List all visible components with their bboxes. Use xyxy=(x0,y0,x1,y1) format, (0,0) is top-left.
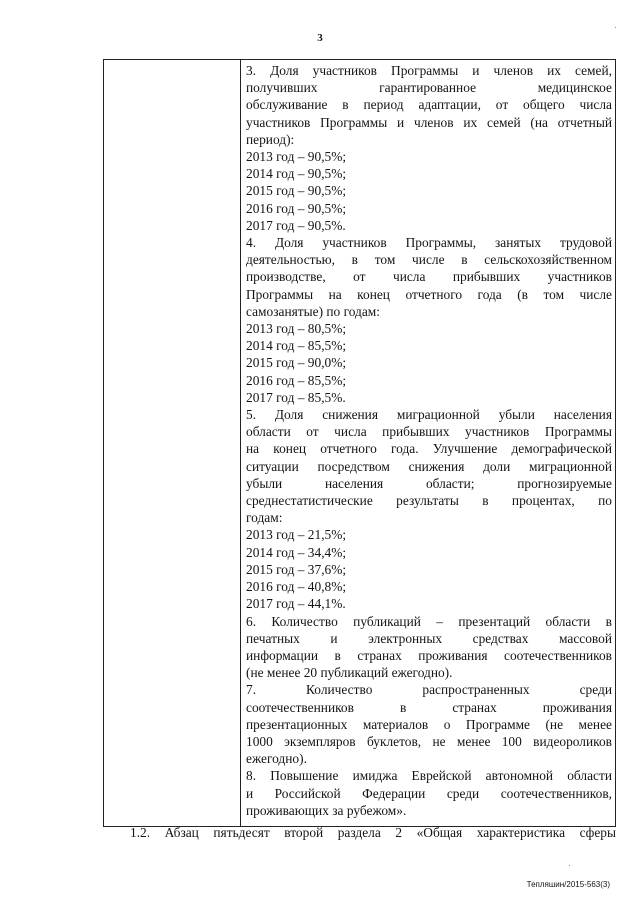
text-line: на конец отчетного года. Улучшение демографической xyxy=(246,441,612,457)
text-line: 8. Повышение имиджа Еврейской автономной области xyxy=(246,768,612,784)
text-line: 2017 год – 44,1%. xyxy=(246,596,346,612)
text-line: информации в странах проживания соотечественников xyxy=(246,647,612,663)
text-line: и Российской Федерации среди соотечественников, xyxy=(246,785,612,801)
text-line: 6. Количество публикаций – презентаций области в xyxy=(246,613,612,629)
text-line: 2013 год – 90,5%; xyxy=(246,149,347,165)
text-line: среднестатистические результаты в процентах, по xyxy=(246,493,612,509)
text-line: Программы на конец отчетного года (в том числе xyxy=(246,286,612,302)
text-line: 2017 год – 90,5%. xyxy=(246,217,346,233)
page-number: 3 xyxy=(317,32,323,44)
amendment-paragraph: 1.2. Абзац пятьдесят второй раздела 2 «Общая характеристика сферы xyxy=(130,825,616,840)
text-line: самозанятые) по годам: xyxy=(246,303,381,319)
text-line: 5. Доля снижения миграционной убыли населения xyxy=(246,407,612,423)
document-table xyxy=(103,59,616,827)
text-line: 2014 год – 85,5%; xyxy=(246,338,347,354)
text-line: деятельностью, в том числе в сельскохозяйственном xyxy=(246,252,612,268)
table-right-cell xyxy=(246,62,612,819)
text-line: 2015 год – 37,6%; xyxy=(246,561,347,577)
text-line: период): xyxy=(246,131,295,147)
text-line: печатных и электронных средствах массовой xyxy=(246,630,612,646)
scan-mark-icon: · xyxy=(614,22,617,32)
text-line: области от числа прибывших участников Программы xyxy=(246,424,612,440)
text-line: 2016 год – 40,8%; xyxy=(246,579,347,595)
text-line: 2015 год – 90,5%; xyxy=(246,183,347,199)
document-code: Тепляшин/2015-563(3) xyxy=(526,880,610,889)
text-line: 7. Количество распространенных среди xyxy=(246,682,612,698)
text-line: 2013 год – 80,5%; xyxy=(246,321,347,337)
text-line: презентационных материалов о Программе (не менее xyxy=(246,716,612,732)
scan-mark-icon: · xyxy=(568,860,571,870)
text-line: ежегодно). xyxy=(246,751,307,767)
text-line: 2014 год – 34,4%; xyxy=(246,544,347,560)
text-line: 2014 год – 90,5%; xyxy=(246,166,347,182)
text-line: обслуживание в период адаптации, от общего числа xyxy=(246,97,612,113)
text-line: 2016 год – 90,5%; xyxy=(246,200,347,216)
text-line: ситуации посредством снижения доли миграционной xyxy=(246,458,612,474)
text-line: 2016 год – 85,5%; xyxy=(246,372,347,388)
text-line: 2015 год – 90,0%; xyxy=(246,355,347,371)
text-line: получивших гарантированное медицинское xyxy=(246,80,612,96)
text-line: 2017 год – 85,5%. xyxy=(246,389,346,405)
text-line: соотечественников в странах проживания xyxy=(246,699,612,715)
text-line: 1000 экземпляров буклетов, не менее 100 видеороликов xyxy=(246,733,612,749)
text-line: 4. Доля участников Программы, занятых трудовой xyxy=(246,235,612,251)
text-line: годам: xyxy=(246,510,283,526)
text-line: участников Программы и членов их семей (на отчетный xyxy=(246,114,612,130)
text-line: производстве, от числа прибывших участников xyxy=(246,269,612,285)
text-line: (не менее 20 публикаций ежегодно). xyxy=(246,665,453,681)
text-line: 3. Доля участников Программы и членов их семей, xyxy=(246,63,612,78)
text-line: проживающих за рубежом». xyxy=(246,802,407,818)
table-column-divider xyxy=(240,60,241,826)
text-line: 2013 год – 21,5%; xyxy=(246,527,347,543)
text-line: убыли населения области; прогнозируемые xyxy=(246,475,612,491)
